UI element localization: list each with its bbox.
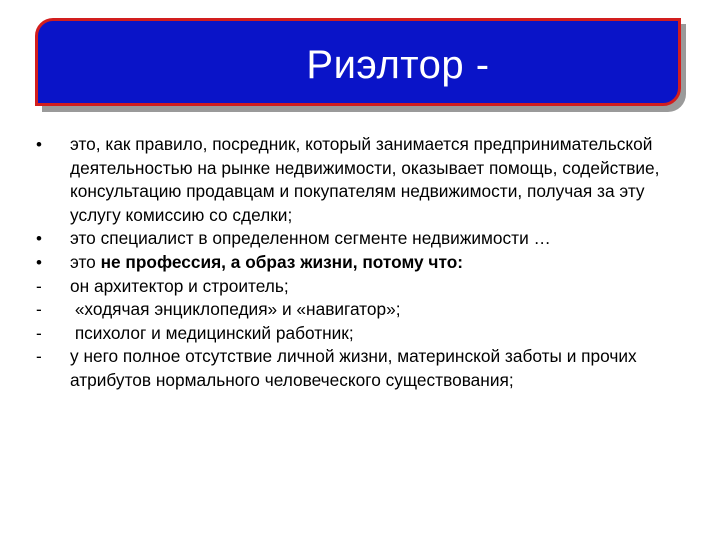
list-item-text — [70, 251, 686, 275]
list-item-text-bold: не профессия, а образ жизни, потому что: — [100, 251, 464, 272]
list-item — [36, 298, 686, 322]
list-item — [36, 275, 686, 299]
dash-marker: - — [36, 299, 42, 320]
list-item — [36, 322, 686, 346]
list-item-text-plain: это — [70, 251, 101, 272]
list-item-text: это, как правило, посредник, который занимается предпринимательской деятельностью на рынке недвижимости, оказывает помощь, содействие, консультацию продавцам и покупателям недвижимости, получая за эту услугу комиссию со сделки; — [70, 134, 660, 225]
bullet-marker: • — [36, 135, 42, 154]
bullet-marker: • — [36, 229, 42, 249]
dash-marker: - — [36, 346, 42, 367]
list-item — [36, 227, 686, 251]
list-item-text: психолог и медицинский работник; — [70, 322, 354, 343]
list-item-text: это специалист в определенном сегменте недвижимости … — [70, 228, 551, 249]
list-item — [36, 251, 686, 275]
list-item-text: он архитектор и строитель; — [70, 275, 289, 296]
bullet-list — [36, 133, 686, 393]
list-item-text: у него полное отсутствие личной жизни, материнской заботы и прочих атрибутов нормального человеческого существования; — [70, 346, 637, 390]
list-item — [36, 133, 686, 227]
slide-title: Риэлтор - — [306, 42, 490, 87]
dash-marker: - — [36, 275, 42, 296]
bullet-marker: • — [36, 252, 42, 272]
title-banner — [35, 18, 681, 106]
list-item — [36, 345, 686, 392]
dash-marker: - — [36, 322, 42, 343]
list-item-text: «ходячая энциклопедия» и «навигатор»; — [70, 299, 401, 320]
